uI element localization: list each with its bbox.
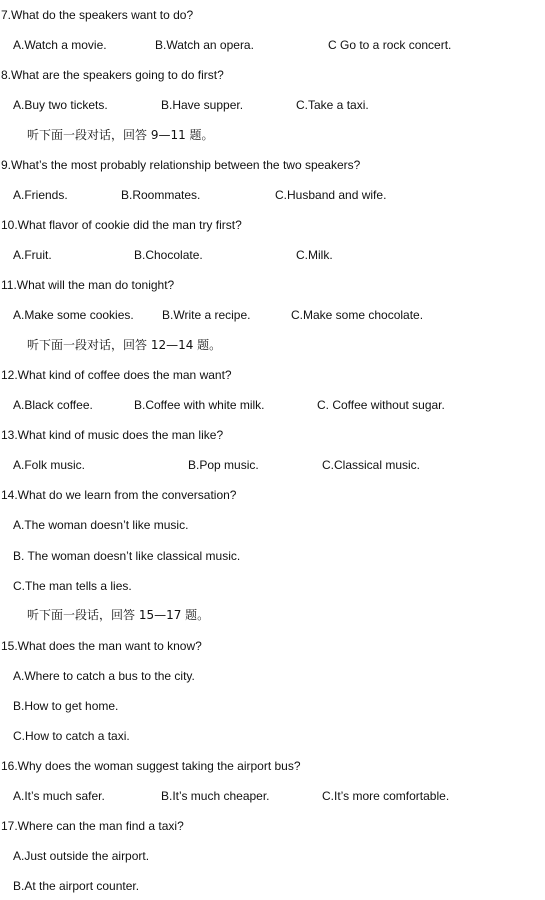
option-10-c: C.Milk. — [296, 248, 333, 262]
option-8-a: A.Buy two tickets. — [13, 98, 108, 112]
option-11-b: B.Write a recipe. — [162, 308, 251, 322]
option-7-a: A.Watch a movie. — [13, 38, 107, 52]
option-9-a: A.Friends. — [13, 188, 68, 202]
question-16: 16.Why does the woman suggest taking the airport bus? — [1, 759, 301, 773]
question-15: 15.What does the man want to know? — [1, 639, 202, 653]
section-instruction-15-17: 听下面一段话，回答 15—17 题。 — [27, 608, 210, 622]
option-7-b: B.Watch an opera. — [155, 38, 254, 52]
option-16-b: B.It’s much cheaper. — [161, 789, 270, 803]
section-instruction-12-14: 听下面一段对话，回答 12—14 题。 — [27, 338, 222, 352]
option-16-c: C.It’s more comfortable. — [322, 789, 450, 803]
option-13-a: A.Folk music. — [13, 458, 86, 472]
option-17-a: A.Just outside the airport. — [13, 849, 150, 863]
question-7: 7.What do the speakers want to do? — [1, 8, 194, 22]
option-9-c: C.Husband and wife. — [275, 188, 387, 202]
option-8-b: B.Have supper. — [161, 98, 244, 112]
question-10: 10.What flavor of cookie did the man try first? — [1, 218, 242, 232]
option-15-a: A.Where to catch a bus to the city. — [13, 669, 195, 683]
option-10-b: B.Chocolate. — [134, 248, 203, 262]
option-14-a: A.The woman doesn’t like music. — [13, 518, 189, 532]
option-8-c: C.Take a taxi. — [296, 98, 369, 112]
option-12-a: A.Black coffee. — [13, 398, 93, 412]
option-11-c: C.Make some chocolate. — [291, 308, 424, 322]
option-16-a: A.It’s much safer. — [13, 789, 105, 803]
question-8: 8.What are the speakers going to do first? — [1, 68, 224, 82]
option-15-c: C.How to catch a taxi. — [13, 729, 130, 743]
option-10-a: A.Fruit. — [13, 248, 52, 262]
option-12-b: B.Coffee with white milk. — [134, 398, 265, 412]
question-11: 11.What will the man do tonight? — [1, 278, 175, 292]
question-9: 9.What’s the most probably relationship between the two speakers? — [1, 158, 361, 172]
question-13: 13.What kind of music does the man like? — [1, 428, 224, 442]
question-17: 17.Where can the man find a taxi? — [1, 819, 184, 833]
question-14: 14.What do we learn from the conversation? — [1, 488, 237, 502]
option-15-b: B.How to get home. — [13, 699, 119, 713]
option-12-c: C. Coffee without sugar. — [317, 398, 445, 412]
question-12: 12.What kind of coffee does the man want? — [1, 368, 232, 382]
option-14-b: B. The woman doesn’t like classical music. — [13, 549, 241, 563]
option-11-a: A.Make some cookies. — [13, 308, 134, 322]
option-14-c: C.The man tells a lies. — [13, 579, 132, 593]
option-17-b: B.At the airport counter. — [13, 879, 140, 893]
option-13-c: C.Classical music. — [322, 458, 421, 472]
option-7-c: C Go to a rock concert. — [328, 38, 452, 52]
option-9-b: B.Roommates. — [121, 188, 201, 202]
section-instruction-9-11: 听下面一段对话，回答 9—11 题。 — [27, 128, 214, 142]
option-13-b: B.Pop music. — [188, 458, 259, 472]
